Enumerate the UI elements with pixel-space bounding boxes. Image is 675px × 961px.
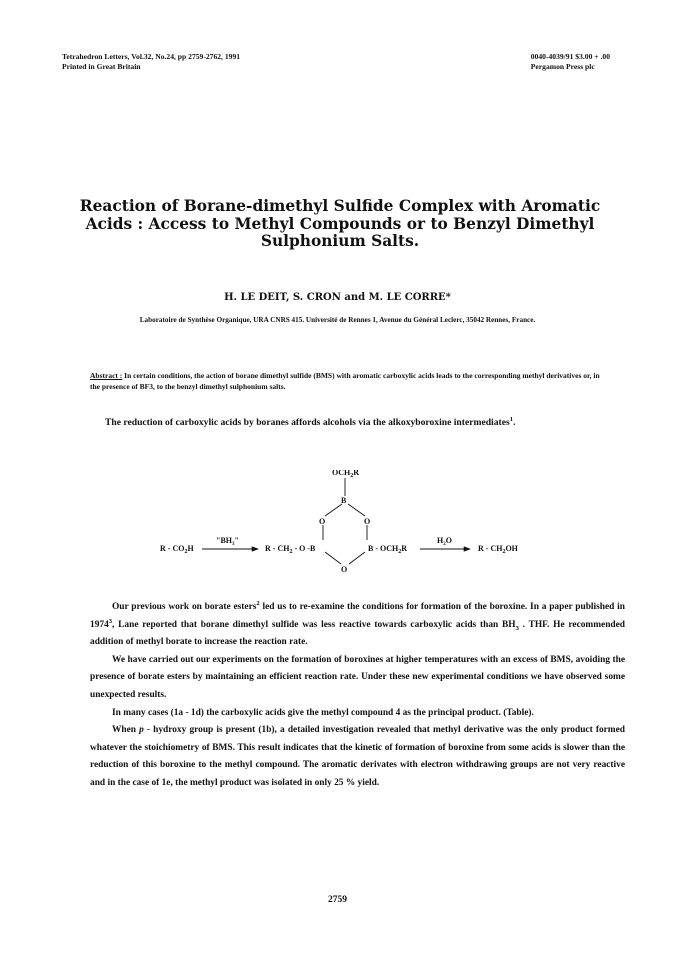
- journal-header: [62, 52, 240, 72]
- intro-ref: 1: [509, 415, 514, 423]
- ring-oxygen-left: O: [319, 517, 326, 526]
- title-line-3: Sulphonium Salts.: [260, 232, 420, 250]
- paragraph-4: When p - hydroxy group is present (1b), a detailed investigation revealed that methyl derivative was the only product formed whatever the stoichiometry of BMS. This result indicates that the kinetic of formation of boroxine from some acids is slower than the reduction of this boroxine to the methyl compound. The aromatic derivates with electron withdrawing groups are not very reactive and in the case of 1e, the methyl product was isolated in only 25 % yield.: [90, 725, 625, 788]
- authors: H. LE DEIT, S. CRON and M. LE CORRE*: [224, 292, 451, 303]
- intro-sentence: [105, 417, 625, 428]
- intro-text: The reduction of carboxylic acids by boranes affords alcohols via the alkoxyboroxine intermediates: [105, 417, 510, 428]
- paragraph-2: We have carried out our experiments on the formation of boroxines at higher temperatures with an excess of BMS, avoiding the presence of borate esters by maintaining an efficient reaction rate. Under these new experimental conditions we have observed some unexpected results.: [90, 654, 625, 700]
- abstract: [90, 370, 600, 392]
- ring-oxygen-bottom: O: [341, 565, 348, 574]
- abstract-text: In certain conditions, the action of borane dimethyl sulfide (BMS) with aromatic carboxylic acids leads to the corresponding methyl derivatives or, in the presence of BF3, to the benzyl dimethyl sulphonium salts.: [90, 371, 600, 391]
- publisher: Pergamon Press plc: [530, 62, 595, 71]
- top-substituent: $OCH_2R$: [332, 470, 360, 479]
- ring-oxygen-right: O: [364, 517, 371, 526]
- boroxine-right-group: B - $OCH_2R$: [368, 544, 408, 555]
- top-boron: B: [341, 496, 347, 505]
- abstract-label: Abstract :: [90, 371, 123, 380]
- affiliation: Laboratoire de Synthèse Organique, URA CNRS 415. Université de Rennes 1, Avenue du Général Leclerc, 35042 Rennes, France.: [139, 316, 536, 324]
- reagent-water: $H_2O$: [437, 536, 452, 547]
- intro-end: .: [513, 417, 516, 428]
- reagent-bh3: "$BH_3$": [216, 536, 239, 547]
- paragraph-3: In many cases (1a - 1d) the carboxylic acids give the methyl compound 4 as the principal product. (Table).: [112, 707, 534, 718]
- reaction-scheme: [120, 470, 570, 580]
- paragraph-1: Our previous work on borate esters$^2$ led us to re-examine the conditions for formation of the boroxine. In a paper published in 1974$^3$, Lane reported that borane dimethyl sulfide was less reactive towards carboxylic acids than $BH_3$ . THF. He recommended addition of methyl borate to increase the reaction rate.: [90, 599, 625, 648]
- journal-citation: Tetrahedron Letters, Vol.32, No.24, pp 2759-2762, 1991: [62, 52, 241, 61]
- paper-title: [60, 198, 620, 251]
- product-label: R - $CH_2OH$: [478, 544, 518, 555]
- boroxine-left-group: R - $CH_2$ - O -B: [265, 544, 316, 555]
- title-line-1: Reaction of Borane-dimethyl Sulfide Complex with Aromatic: [79, 197, 601, 215]
- reactant-label: R - $CO_2H$: [160, 544, 194, 555]
- printed-in: Printed in Great Britain: [62, 62, 141, 71]
- issn-price: 0040-4039/91 $3.00 + .00: [530, 52, 610, 61]
- body-text: [90, 599, 625, 793]
- title-line-2: Acids : Access to Methyl Compounds or to Benzyl Dimethyl: [85, 214, 595, 233]
- price-header: [531, 52, 610, 72]
- page-number: 2759: [328, 895, 347, 905]
- boroxine-ring: [323, 478, 367, 564]
